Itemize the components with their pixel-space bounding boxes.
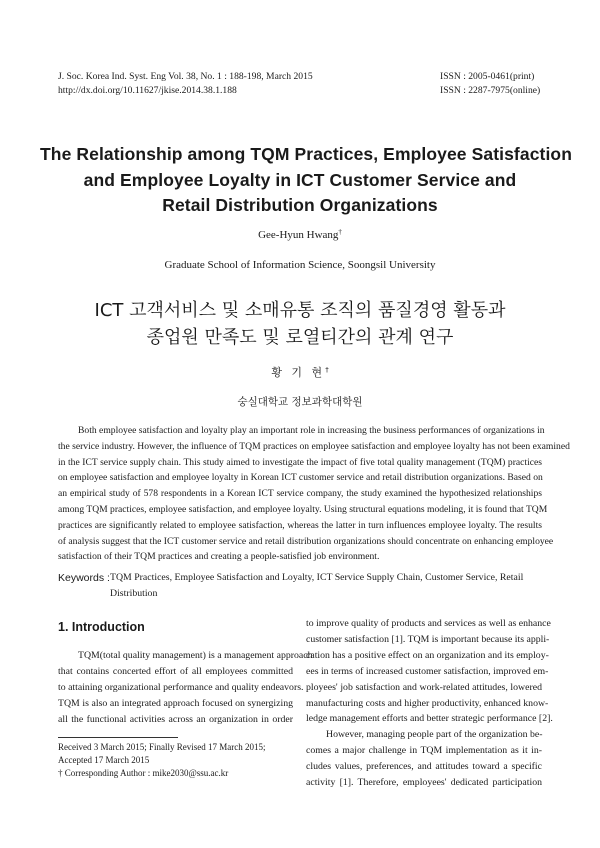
keywords-line: Distribution <box>110 588 158 599</box>
title-line: and Employee Loyalty in ICT Customer Service and <box>83 169 517 190</box>
abstract-line: among TQM practices, employee satisfaction, and employee loyalty. Using structural equations modeling, it is found that TQM <box>58 503 548 515</box>
body-line: However, managing people part of the organization be- <box>326 729 543 741</box>
korean-corresponding-mark: † <box>325 366 329 374</box>
body-line: to improve quality of products and services as well as enhance <box>306 618 551 629</box>
accepted-date: Accepted 17 March 2015 <box>58 755 150 765</box>
right-column-text <box>306 616 553 791</box>
section-heading-introduction: 1. Introduction <box>58 620 145 634</box>
abstract <box>58 423 570 565</box>
keywords <box>58 570 542 599</box>
body-line: TQM is also an integrated approach focused on synergizing <box>58 697 293 709</box>
body-line: TQM(total quality management) is a management approach <box>78 650 313 661</box>
title-line: The Relationship among TQM Practices, Employee Satisfaction <box>40 144 572 164</box>
keywords-list <box>110 570 542 602</box>
journal-citation <box>58 70 313 98</box>
author-name <box>0 228 600 241</box>
abstract-line: Both employee satisfaction and loyalty play an important role in increasing the business performances of organizations in <box>78 425 545 436</box>
korean-title-line: 종업원 만족도 및 로열티간의 관계 연구 <box>146 327 454 348</box>
issn-block <box>440 70 540 98</box>
body-line: cation has a positive effect on an organization and its employ- <box>306 649 549 661</box>
abstract-line: of analysis suggest that the ICT customer service and retail distribution organizations should concentrate on enhancing employee <box>58 535 554 547</box>
korean-affiliation: 숭실대학교 정보과학대학원 <box>237 396 363 408</box>
issn-print: ISSN : 2005-0461(print) <box>440 71 535 82</box>
received-date: Received 3 March 2015; Finally Revised 17 March 2015; <box>58 742 266 752</box>
body-line: comes a major challenge in TQM implementation as it in- <box>306 745 542 757</box>
body-line: ledge management efforts and better strategic performance [2]. <box>306 713 553 725</box>
dagger-mark: † <box>58 768 63 778</box>
footnote-divider <box>58 737 178 738</box>
abstract-line: on employee satisfaction and employee loyalty in Korean ICT customer service and retail distribution organizations. Based on <box>58 472 543 484</box>
doi-link[interactable]: http://dx.doi.org/10.11627/jkise.2014.38.1.188 <box>58 85 237 96</box>
abstract-line: practices are significantly related to employee satisfaction, whereas the latter in turn influences employee loyalty. The results <box>58 519 542 531</box>
left-column-text <box>58 648 313 728</box>
footnotes <box>58 741 265 780</box>
korean-title <box>40 297 560 351</box>
corresponding-mark: † <box>338 228 342 236</box>
body-line: that contains concerted effort of all employees committed <box>58 665 293 677</box>
abstract-line: in the ICT service supply chain. This study aimed to investigate the impact of five total quality management (TQM) practices <box>58 456 542 468</box>
paper-title <box>40 142 572 219</box>
author-text: Gee-Hyun Hwang <box>258 229 339 241</box>
body-line: all the functional activities across an organization in order <box>58 713 293 725</box>
body-line: cludes values, preferences, and attitudes toward a specific <box>306 761 542 773</box>
body-line: ees in terms of increased customer satisfaction, improved em- <box>306 665 549 677</box>
body-line: to attaining organizational performance and quality endeavors. <box>58 681 304 693</box>
title-line: Retail Distribution Organizations <box>162 195 438 215</box>
corresponding-author-note <box>58 767 265 780</box>
citation-line: J. Soc. Korea Ind. Syst. Eng Vol. 38, No. 1 : 188-198, March 2015 <box>58 71 313 82</box>
corresponding-author-text: Corresponding Author : mike2030@ssu.ac.kr <box>64 768 229 778</box>
author-affiliation: Graduate School of Information Science, Soongsil University <box>164 259 436 271</box>
abstract-line: satisfaction of their TQM practices and creating a people-satisfied job environment. <box>58 551 380 563</box>
keywords-line: TQM Practices, Employee Satisfaction and Loyalty, ICT Service Supply Chain, Customer Service, Retail <box>110 572 524 583</box>
abstract-line: an empirical study of 578 respondents in a Korean ICT service company, the study examined the hypothesized relationships <box>58 488 542 500</box>
korean-author-text: 황 기 현 <box>271 366 326 379</box>
keywords-label: Keywords : <box>58 572 110 584</box>
korean-title-line: ICT 고객서비스 및 소매유통 조직의 품질경영 활동과 <box>94 300 506 321</box>
body-line: manufacturing costs and higher productivity, enhanced know- <box>306 697 549 709</box>
body-line: ployees' job satisfaction and work-related attitudes, lowered <box>306 681 542 693</box>
body-line: activity [1]. Therefore, employees' dedicated participation <box>306 777 542 789</box>
korean-author-name <box>0 364 600 380</box>
body-line: customer satisfaction [1]. TQM is important because its appli- <box>306 633 550 645</box>
abstract-line: the service industry. However, the influence of TQM practices on employee satisfaction and employee loyalty has not been examined <box>58 440 570 452</box>
issn-online: ISSN : 2287-7975(online) <box>440 85 541 96</box>
